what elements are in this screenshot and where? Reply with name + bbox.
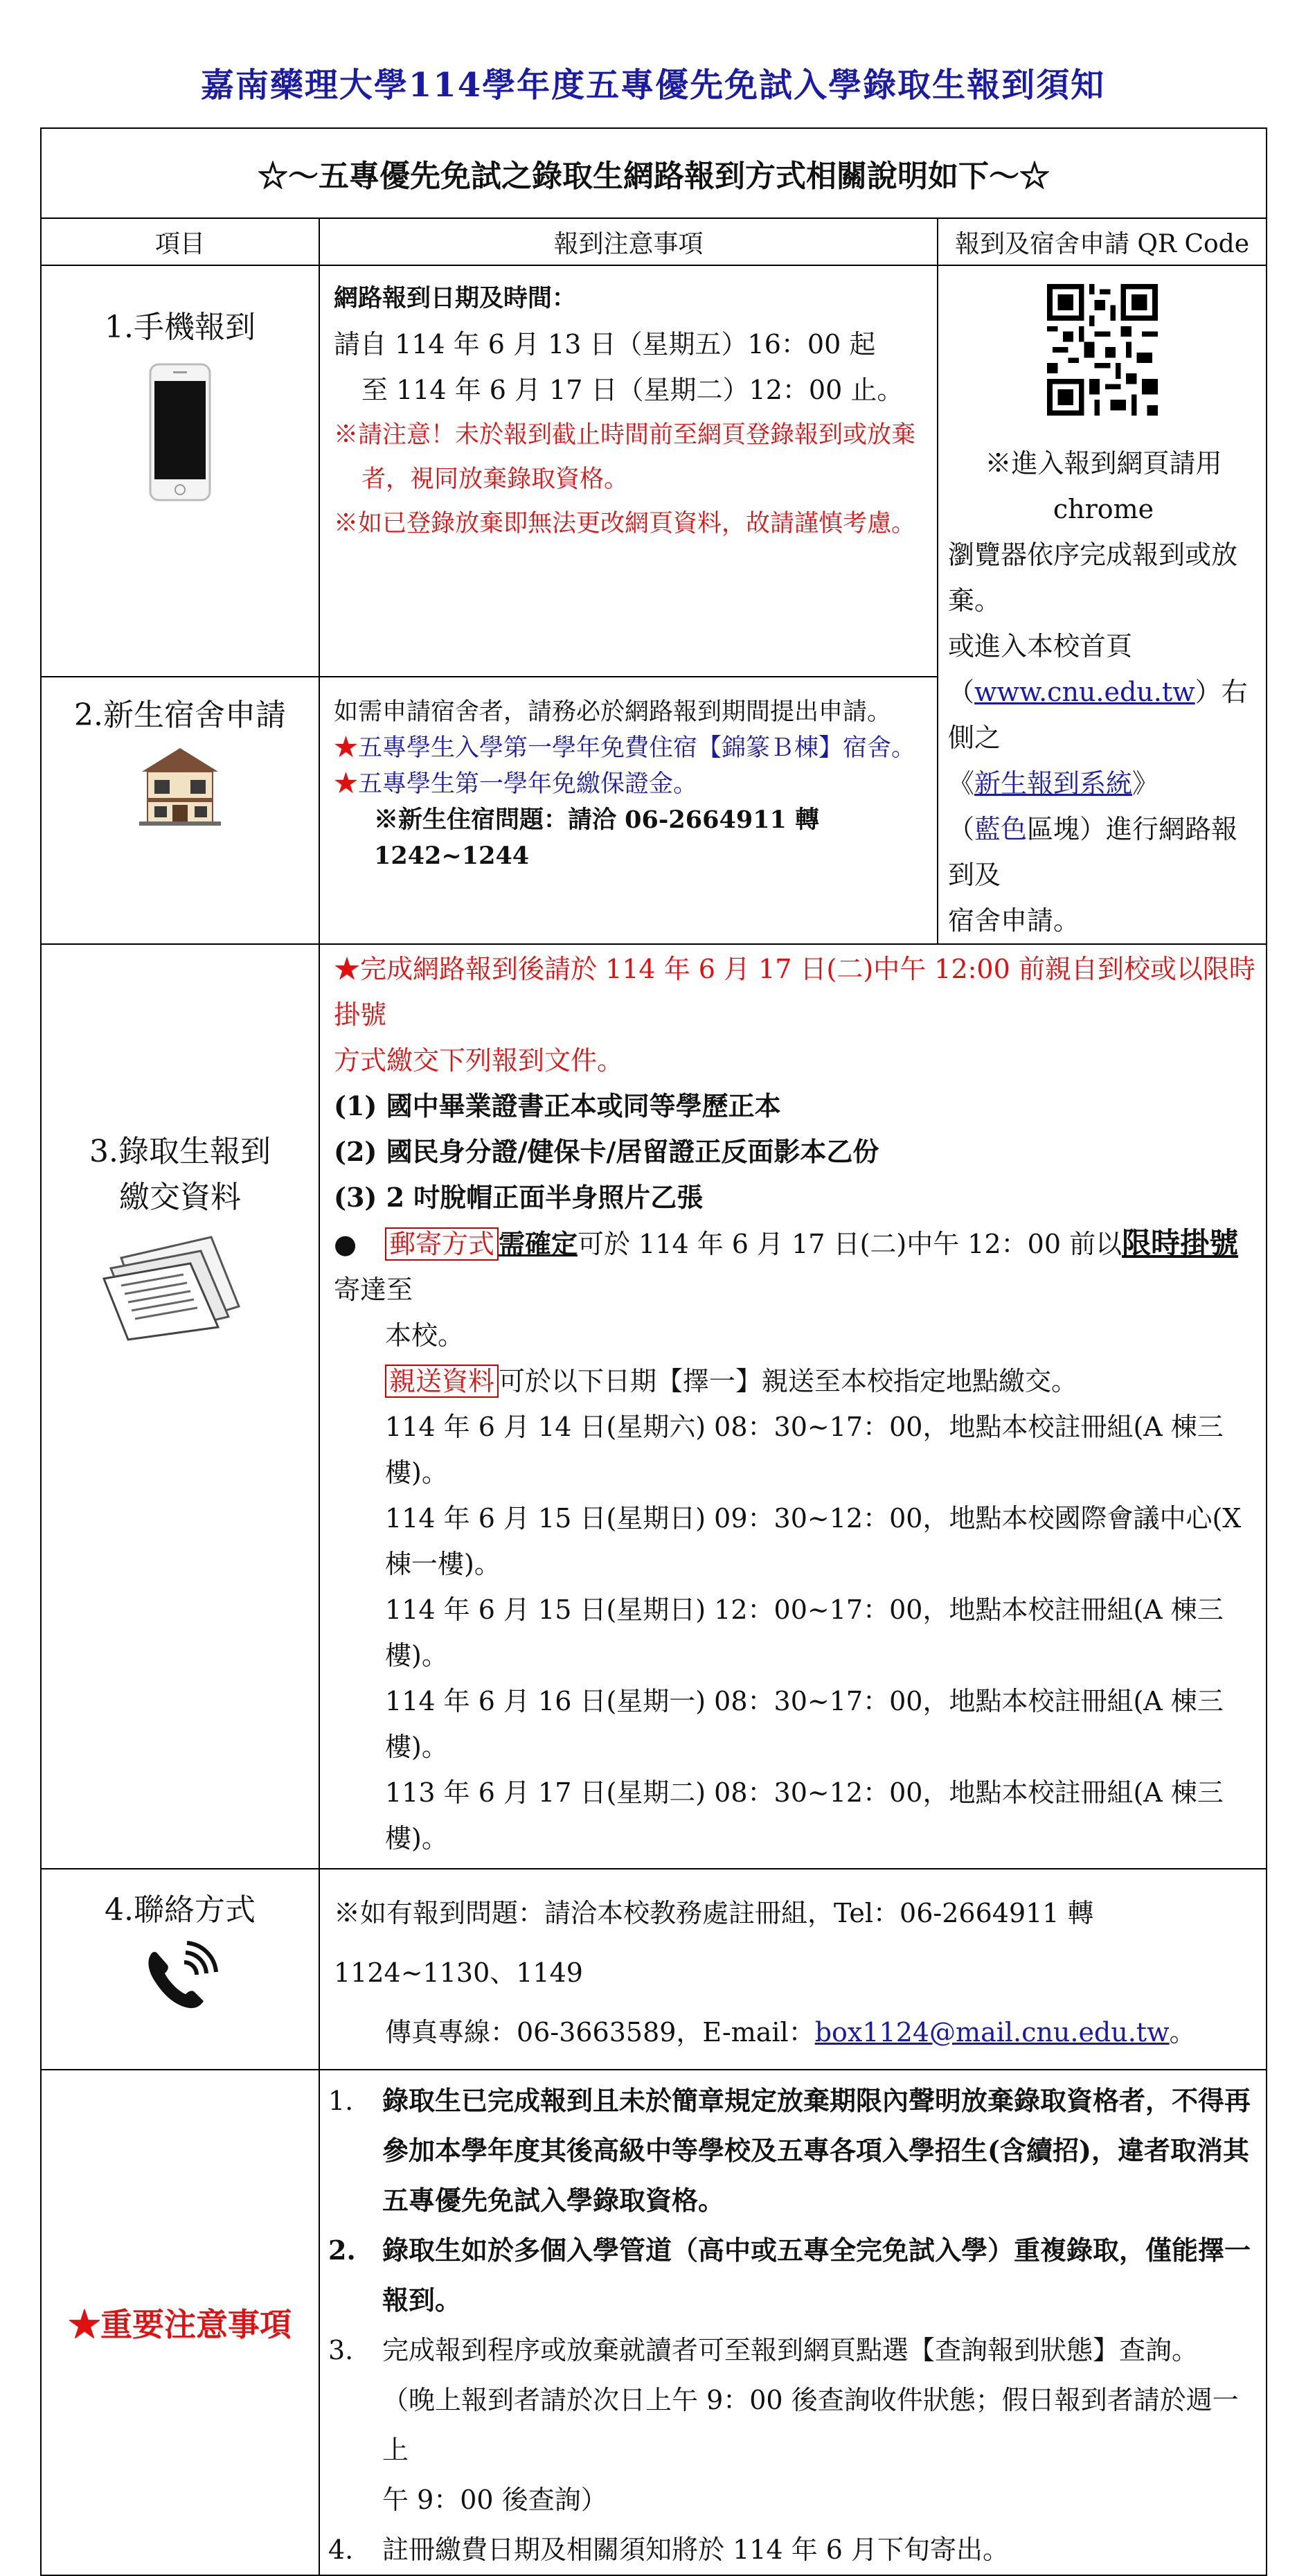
submit-intro-2: 方式繳交下列報到文件。	[334, 1045, 624, 1076]
smartphone-icon	[149, 363, 211, 501]
qr-system-line: 《新生報到系統》	[948, 768, 1159, 799]
freshman-checkin-system-link[interactable]: 新生報到系統	[974, 768, 1133, 799]
dorm-deposit-note: ★五專學生第一學年免繳保證金。	[334, 770, 698, 799]
header-notes: 報到注意事項	[319, 218, 938, 265]
item-label-1: 3.錄取生報到	[89, 1134, 271, 1169]
qr-instruction-3: 或進入本校首頁	[948, 631, 1133, 661]
documents-icon	[100, 1230, 260, 1341]
note-3: 3. 完成報到程序或放棄就讀者可至報到網頁點選【查詢報到狀態】查詢。	[328, 2335, 1199, 2365]
dorm-contact: ※新生住宿問題：請洽 06-2664911 轉 1242~1244	[374, 806, 820, 871]
note-3-cont2: 午 9：00 後查詢）	[382, 2485, 607, 2515]
item-submit-documents	[41, 944, 319, 1869]
qr-website-line: （www.cnu.edu.tw）右側之	[948, 677, 1248, 753]
row5-notes	[319, 2070, 1267, 2575]
qr-instruction-1: ※進入報到網頁請用 chrome	[985, 448, 1222, 524]
warning-irreversible: ※如已登錄放棄即無法更改網頁資料，故請謹慎考慮。	[334, 510, 916, 538]
note-1-cont: 參加本學年度其後高級中等學校及五專各項入學招生(含續招)，違者取消其	[382, 2135, 1249, 2166]
doc-item-3: (3) 2 吋脫帽正面半身照片乙張	[334, 1182, 704, 1213]
warning-deadline: ※請注意！未於報到截止時間前至網頁登錄報到或放棄	[334, 421, 916, 449]
qr-cell	[938, 265, 1267, 944]
item-important-notes	[41, 2070, 319, 2575]
delivery-date: 113 年 6 月 17 日(星期二) 08：30~12：00，地點本校註冊組(A 棟三樓)。	[385, 1777, 1224, 1854]
mail-option-cont: 本校。	[385, 1320, 465, 1351]
delivery-date: 114 年 6 月 16 日(星期一) 08：30~17：00，地點本校註冊組(A 棟三樓)。	[385, 1686, 1224, 1762]
note-2-cont: 報到。	[382, 2284, 462, 2316]
qr-blue-block-line: （藍色區塊）進行網路報到及	[948, 814, 1238, 890]
deliver-option: 親送資料 可於以下日期【擇一】親送至本校指定地點繳交。	[334, 1358, 1256, 1404]
mail-option: ● 郵寄方式 需確定可於 114 年 6 月 17 日(二)中午 12：00 前以限時掛號寄達至	[334, 1226, 1239, 1305]
mail-method-label: 郵寄方式	[385, 1227, 499, 1261]
row3-notes	[319, 944, 1267, 1869]
house-icon	[135, 744, 225, 827]
item-mobile-checkin	[41, 265, 319, 677]
note-3-cont: （晚上報到者請於次日上午 9：00 後查詢收件狀態；假日報到者請於週一上	[382, 2385, 1239, 2465]
item-contact	[41, 1869, 319, 2070]
delivery-date: 114 年 6 月 14 日(星期六) 08：30~17：00，地點本校註冊組(A 棟三樓)。	[385, 1412, 1224, 1488]
submit-intro-1: ★完成網路報到後請於 114 年 6 月 17 日(二)中午 12:00 前親自到校或以限時掛號	[334, 954, 1255, 1030]
checkin-period-start: 請自 114 年 6 月 13 日（星期五）16：00 起	[334, 329, 876, 359]
item-label: 1.手機報到	[105, 310, 256, 345]
note-1: 1. 錄取生已完成報到且未於簡章規定放棄期限內聲明放棄錄取資格者，不得再	[328, 2085, 1251, 2116]
deliver-label: 親送資料	[385, 1365, 499, 1398]
checkin-period-end: 至 114 年 6 月 17 日（星期二）12：00 止。	[361, 375, 904, 405]
checkin-heading: 網路報到日期及時間：	[334, 284, 577, 312]
delivery-date: 114 年 6 月 15 日(星期日) 12：00~17：00，地點本校註冊組(A 棟三樓)。	[385, 1595, 1224, 1671]
notice-table	[40, 127, 1267, 2576]
qr-last-line: 宿舍申請。	[948, 905, 1080, 936]
header-item: 項目	[41, 218, 319, 265]
delivery-date: 114 年 6 月 15 日(星期日) 09：30~12：00，地點本校國際會議中心(X 棟一樓)。	[385, 1503, 1242, 1579]
email-link[interactable]: box1124@mail.cnu.edu.tw	[814, 2017, 1170, 2048]
note-2: 2. 錄取生如於多個入學管道（高中或五專全完免試入學）重複錄取，僅能擇一	[328, 2235, 1251, 2266]
page-title: 嘉南藥理大學114學年度五專優先免試入學錄取生報到須知	[200, 66, 1106, 105]
phone-icon	[138, 1939, 222, 2015]
blue-word: 藍色	[974, 814, 1028, 844]
contact-registrar: ※如有報到問題：請洽本校教務處註冊組，Tel：06-2664911 轉 1124~1130、1149	[334, 1898, 1094, 1988]
qr-code-icon	[1047, 284, 1158, 416]
doc-item-1: (1) 國中畢業證書正本或同等學歷正本	[334, 1090, 781, 1121]
item-label-2: 繳交資料	[119, 1180, 241, 1215]
row1-notes	[319, 265, 938, 677]
dorm-apply-note: 如需申請宿舍者，請務必於網路報到期間提出申請。	[334, 698, 892, 727]
row2-notes	[319, 677, 938, 944]
row4-notes	[319, 1869, 1267, 2070]
warning-deadline-cont: 者，視同放棄錄取資格。	[361, 465, 629, 493]
header-qr: 報到及宿舍申請 QR Code	[938, 218, 1267, 265]
item-dorm-application	[41, 677, 319, 944]
table-subtitle: ☆～五專優先免試之錄取生網路報到方式相關說明如下～☆	[41, 128, 1267, 218]
important-notes-label: ★重要注意事項	[69, 2306, 292, 2343]
qr-instruction-2: 瀏覽器依序完成報到或放棄。	[948, 540, 1238, 616]
note-1-cont2: 五專優先免試入學錄取資格。	[382, 2185, 725, 2216]
item-label: 2.新生宿舍申請	[74, 698, 286, 734]
dorm-free-note: ★五專學生入學第一學年免費住宿【錦篆Ｂ棟】宿舍。	[334, 734, 916, 763]
contact-fax-email: 傳真專線：06-3663589，E-mail：box1124@mail.cnu.edu.tw。	[385, 2017, 1196, 2048]
doc-item-2: (2) 國民身分證/健保卡/居留證正反面影本乙份	[334, 1136, 879, 1167]
note-4: 4. 註冊繳費日期及相關須知將於 114 年 6 月下旬寄出。	[328, 2534, 1010, 2565]
school-website-link[interactable]: www.cnu.edu.tw	[974, 677, 1195, 707]
item-label: 4.聯絡方式	[105, 1892, 256, 1928]
